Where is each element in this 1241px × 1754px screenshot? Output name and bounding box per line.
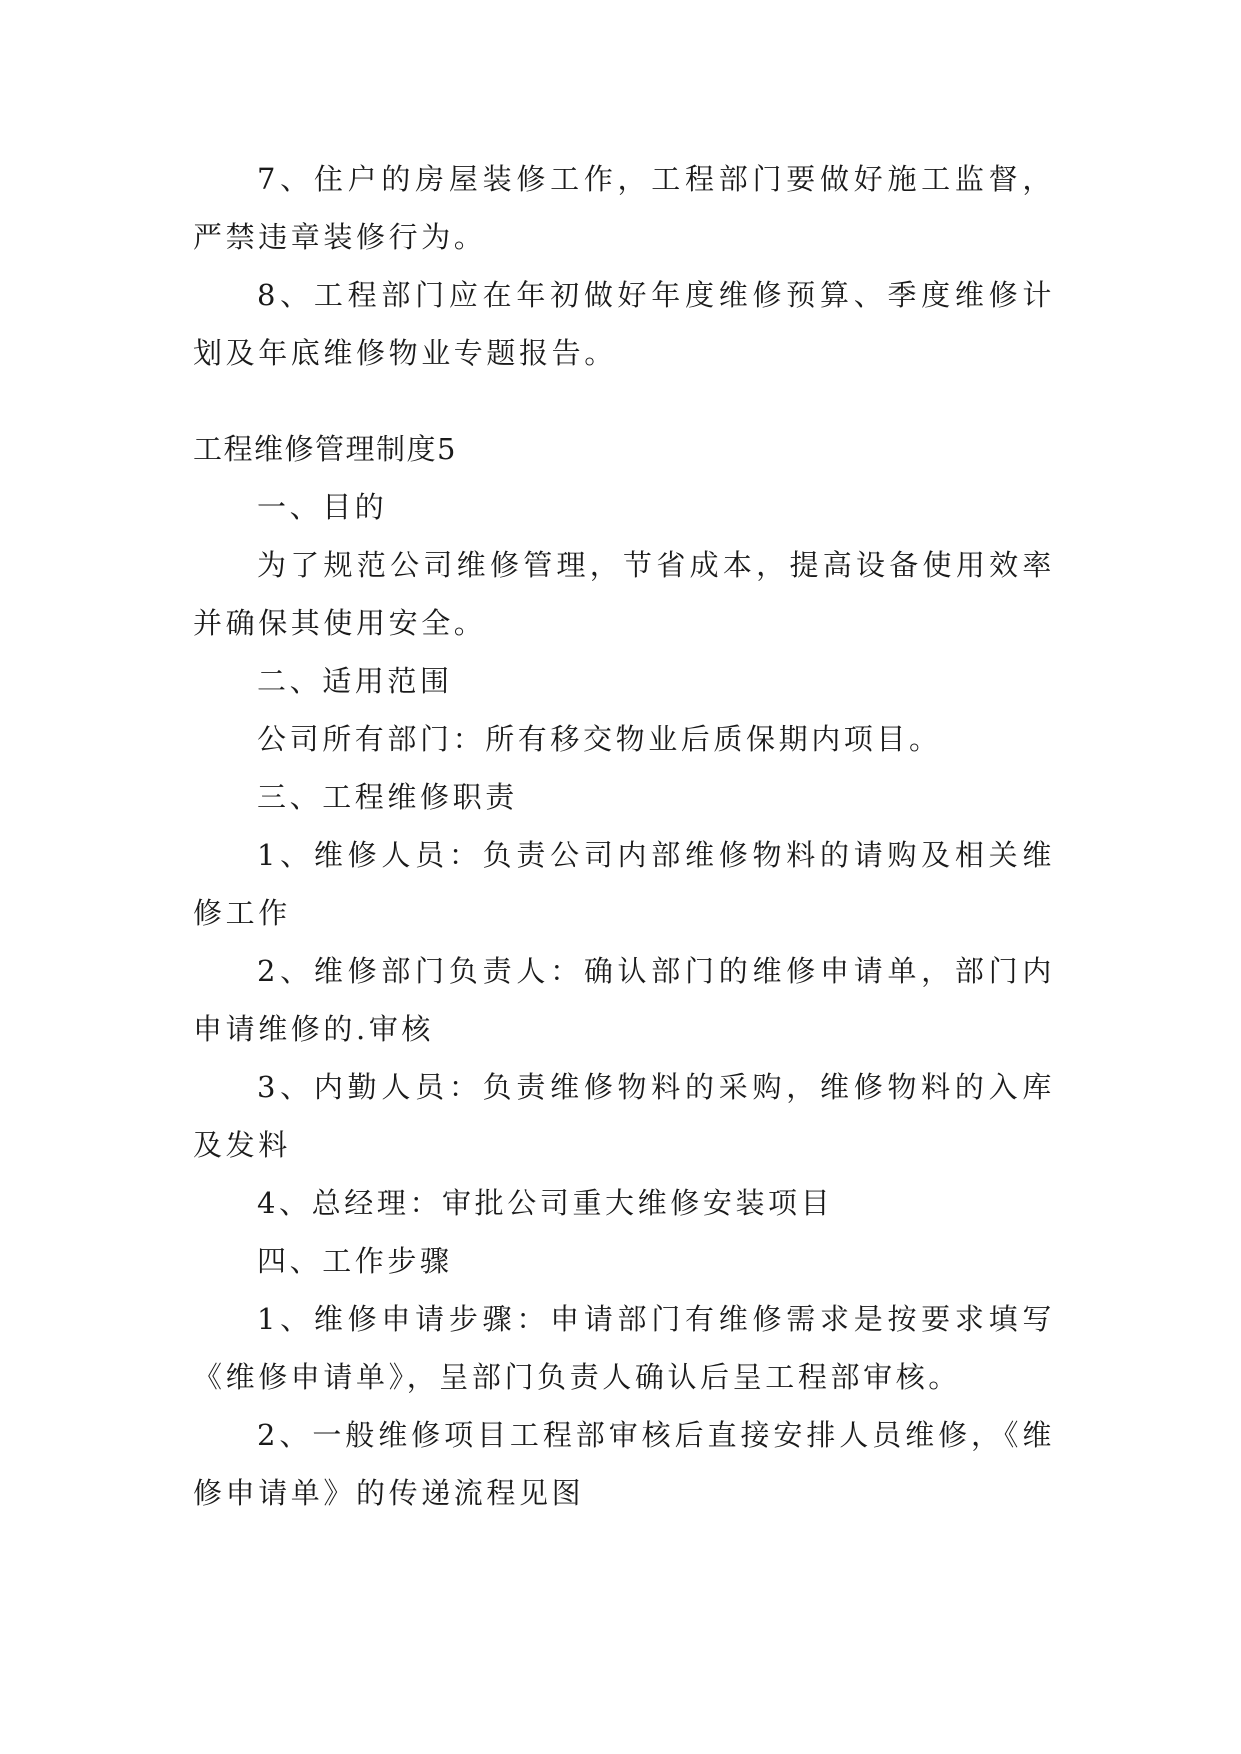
section-title: 工程维修管理制度5 [193, 432, 457, 466]
subheading-steps: 四、工作步骤 [257, 1244, 453, 1278]
paragraph-purpose: 为了规范公司维修管理，节省成本，提高设备使用效率并确保其使用安全。 [193, 548, 1055, 640]
duty-item-repair-staff: 1、维修人员：负责公司内部维修物料的请购及相关维修工作 [193, 838, 1055, 930]
subheading-scope: 二、适用范围 [257, 664, 453, 698]
subheading-duties: 三、工程维修职责 [257, 780, 518, 814]
duty-item-general-manager: 4、总经理：审批公司重大维修安装项目 [257, 1186, 834, 1220]
subheading-purpose: 一、目的 [257, 490, 388, 524]
section-gap [193, 382, 1055, 420]
paragraph-item-8: 8、工程部门应在年初做好年度维修预算、季度维修计划及年底维修物业专题报告。 [193, 278, 1055, 370]
step-item-application: 1、维修申请步骤：申请部门有维修需求是按要求填写《维修申请单》，呈部门负责人确认后呈工程部审核。 [193, 1302, 1055, 1394]
duty-item-office-staff: 3、内勤人员：负责维修物料的采购，维修物料的入库及发料 [193, 1070, 1055, 1162]
paragraph-item-7: 7、住户的房屋装修工作，工程部门要做好施工监督，严禁违章装修行为。 [193, 162, 1055, 254]
paragraph-scope: 公司所有部门：所有移交物业后质保期内项目。 [257, 722, 942, 756]
document-body [193, 150, 1055, 1522]
duty-item-department-head: 2、维修部门负责人：确认部门的维修申请单，部门内申请维修的.审核 [193, 954, 1055, 1046]
step-item-general-repair: 2、一般维修项目工程部审核后直接安排人员维修，《维修申请单》的传递流程见图 [193, 1418, 1055, 1510]
